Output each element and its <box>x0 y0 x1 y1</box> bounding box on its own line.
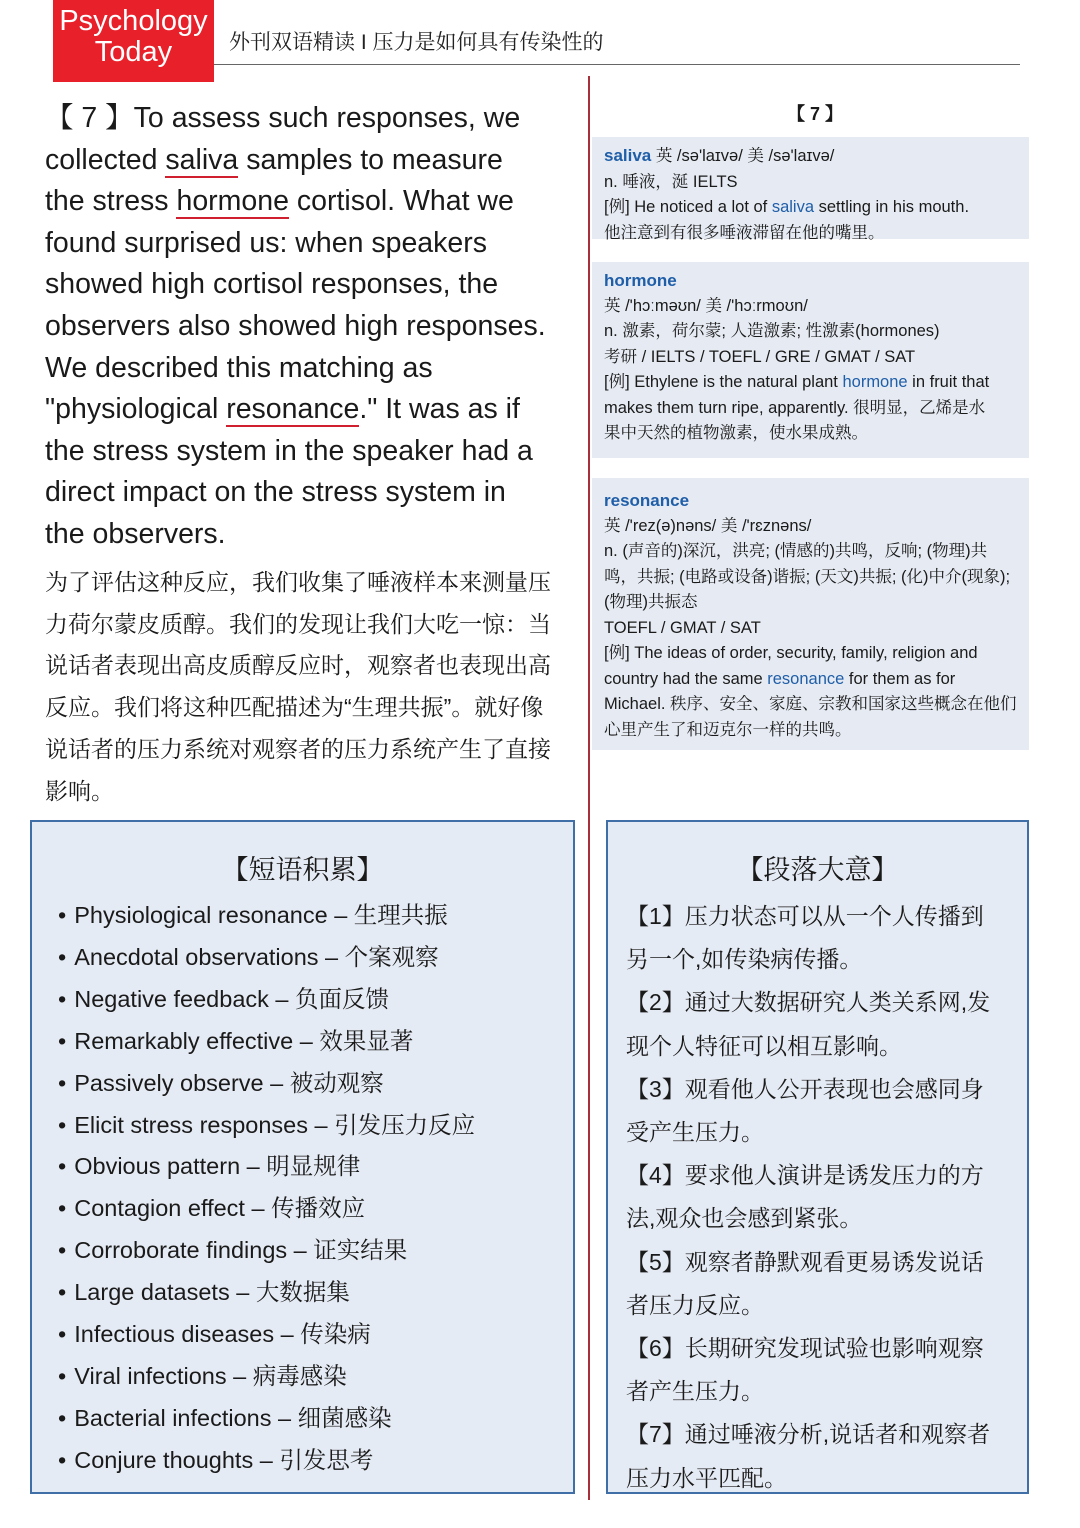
summary-line: 压力水平匹配。 <box>626 1464 787 1491</box>
summary-line: 者压力反应。 <box>626 1291 764 1318</box>
phrase-item: • Negative feedback – 负面反馈 <box>58 979 573 1021</box>
summary-line: 现个人特征可以相互影响。 <box>626 1032 902 1059</box>
vocab-card-saliva: saliva 英 /sə'laɪvə/ 美 /sə'laɪvə/ n. 唾液，涎 IELTS [例] He noticed a lot of saliva settling in his mouth. 他注意到有很多唾液滞留在他的嘴里。 <box>592 137 1029 239</box>
vocab-card-resonance: resonance 英 /'rez(ə)nəns/ 美 /'rɛznəns/ n. (声音的)深沉，洪亮; (情感的)共鸣，反响; (物理)共鸣，共振; (电路或设备)谐振; (天文)共振; (化)中介(现象); (物理)共振态 TOEFL / GMAT / SAT [例] The ideas of order, security, family, religion and country had the same resonance for them as for Michael. 秩序、安全、家庭、宗教和国家这些概念在他们心里产生了和迈克尔一样的共鸣。 <box>592 478 1029 750</box>
page-title: 外刊双语精读 I 压力是如何具有传染性的 <box>229 31 604 54</box>
underlined-word: resonance <box>226 393 360 426</box>
phrase-item: • Infectious diseases – 传染病 <box>58 1314 573 1356</box>
phrase-box-title: 【短语积累】 <box>221 855 384 885</box>
summary-line: 受产生压力。 <box>626 1119 764 1146</box>
psychology-today-logo: Psychology Today <box>53 0 214 82</box>
summary-box-title: 【段落大意】 <box>736 855 899 885</box>
phrase-item: • Anecdotal observations – 个案观察 <box>58 937 573 979</box>
underlined-word: saliva <box>165 143 239 176</box>
vocab-card-hormone: hormone 英 /'hɔːməʊn/ 美 /'hɔːrmoʊn/ n. 激素，荷尔蒙; 人造激素; 性激素(hormones) 考研 / IELTS / TOEFL / GRE / GMAT / SAT [例] Ethylene is the natural plant hormone in fruit that makes them turn ripe, apparently. 很明显，乙烯是水果中天然的植物激素，使水果成熟。 <box>592 262 1029 458</box>
summary-line: 【7】通过唾液分析,说话者和观察者 <box>626 1421 991 1448</box>
english-paragraph: 【 7 】To assess such responses, we collected saliva samples to measure the stress hormone cortisol. What we found surprised us: when speakers showed high cortisol responses, the observers also showed high responses. We described this matching as "physiological resonance." It was as if the stress system in the speaker had a direct impact on the stress system in the observers. <box>45 102 546 550</box>
phrase-item: • Physiological resonance – 生理共振 <box>58 895 573 937</box>
phrase-item: • Passively observe – 被动观察 <box>58 1063 573 1105</box>
summary-line: 另一个,如传染病传播。 <box>626 946 863 973</box>
summary-list <box>626 895 1027 1500</box>
phrase-item: • Large datasets – 大数据集 <box>58 1272 573 1314</box>
phrase-box <box>30 820 575 1494</box>
header-divider <box>214 64 1020 65</box>
phrase-item: • Remarkably effective – 效果显著 <box>58 1021 573 1063</box>
phrase-item: • Viral infections – 病毒感染 <box>58 1356 573 1398</box>
summary-line: 【3】观看他人公开表现也会感同身 <box>626 1075 984 1102</box>
summary-line: 者产生压力。 <box>626 1378 764 1405</box>
summary-line: 【5】观察者静默观看更易诱发说话 <box>626 1248 984 1275</box>
summary-line: 【6】长期研究发现试验也影响观察 <box>626 1335 984 1362</box>
summary-line: 【4】要求他人演讲是诱发压力的方 <box>626 1162 984 1189</box>
phrase-item: • Conjure thoughts – 引发思考 <box>58 1440 573 1482</box>
phrase-item: • Obvious pattern – 明显规律 <box>58 1146 573 1188</box>
phrase-item: • Contagion effect – 传播效应 <box>58 1188 573 1230</box>
phrase-item: • Corroborate findings – 证实结果 <box>58 1230 573 1272</box>
chinese-paragraph: 为了评估这种反应，我们收集了唾液样本来测量压 力荷尔蒙皮质醇。我们的发现让我们大吃一惊：当 说话者表现出高皮质醇反应时，观察者也表现出高 反应。我们将这种匹配描述为“生理共振”。就好像 说话者的压力系统对观察者的压力系统产生了直接 影响。 <box>45 569 551 804</box>
phrase-item: • Elicit stress responses – 引发压力反应 <box>58 1105 573 1147</box>
summary-line: 【2】通过大数据研究人类关系网,发 <box>626 989 991 1016</box>
summary-line: 法,观众也会感到紧张。 <box>626 1205 863 1232</box>
vocab-section-label: 【 7 】 <box>787 104 844 124</box>
column-divider <box>588 76 590 1500</box>
phrase-item: • Bacterial infections – 细菌感染 <box>58 1398 573 1440</box>
phrase-list <box>58 895 573 1482</box>
summary-box <box>606 820 1029 1494</box>
summary-line: 【1】压力状态可以从一个人传播到 <box>626 903 984 929</box>
underlined-word: hormone <box>176 185 289 218</box>
